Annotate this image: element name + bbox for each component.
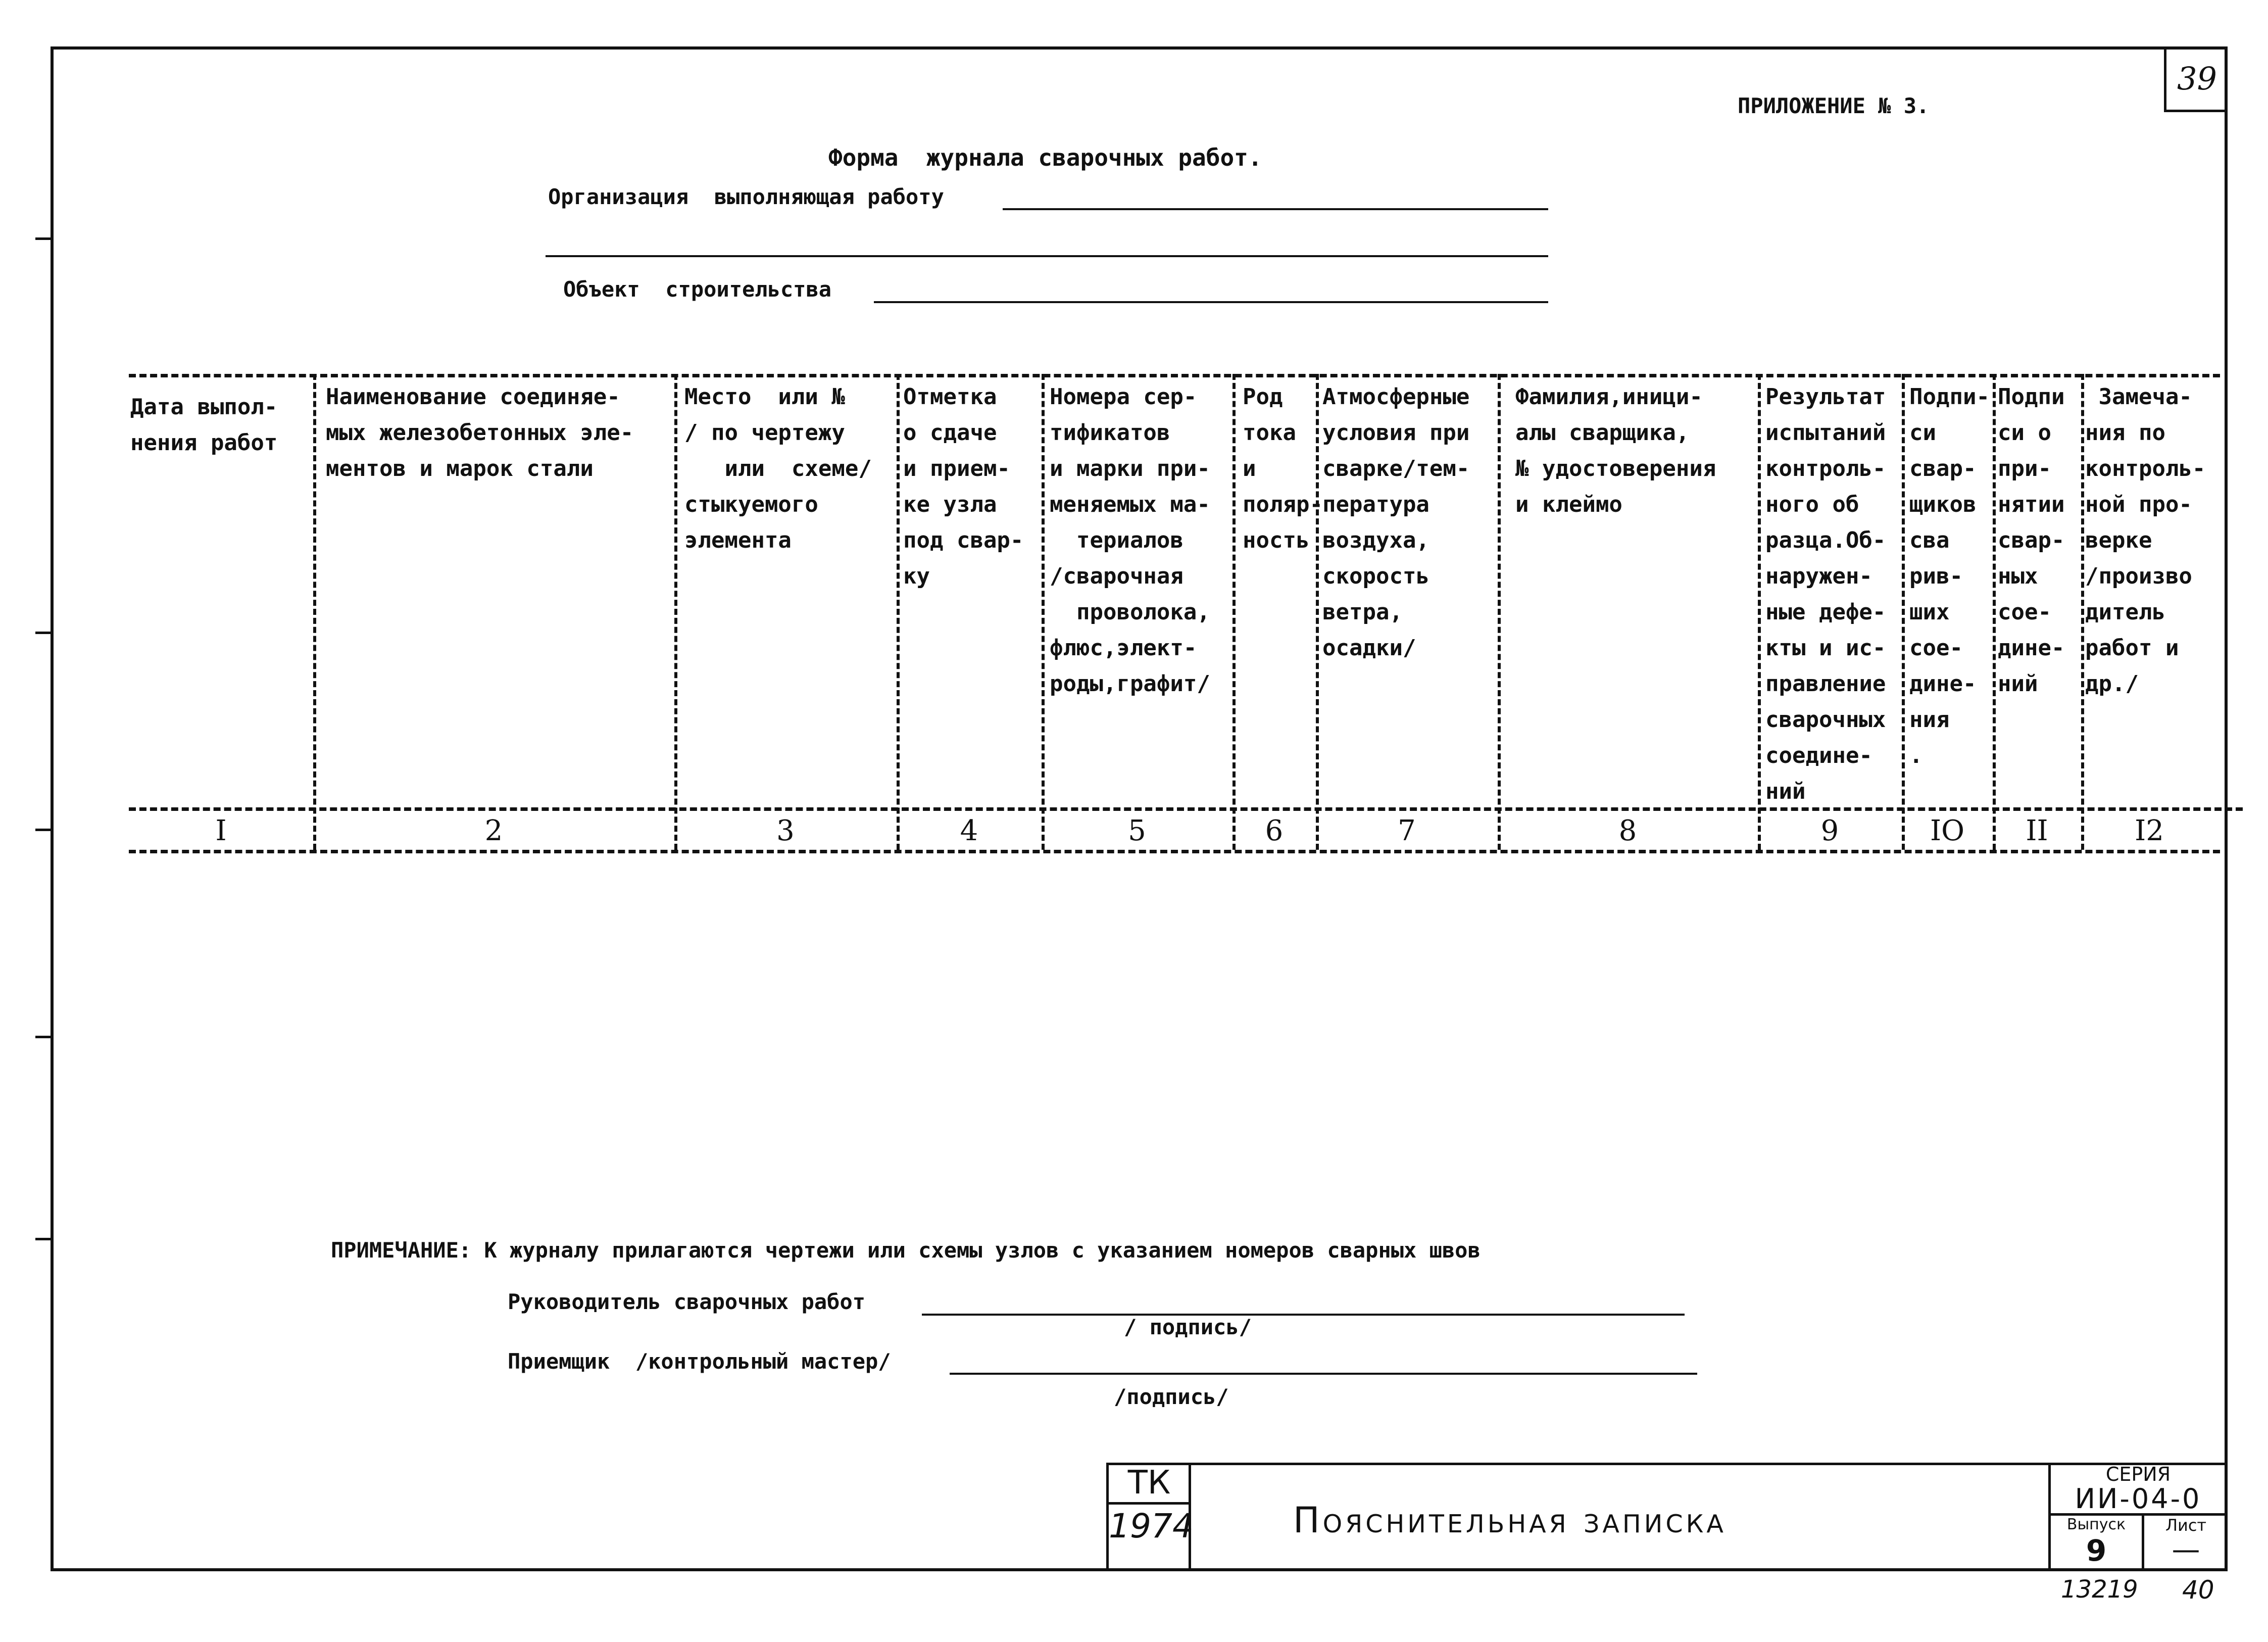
note-text: ПРИМЕЧАНИЕ: К журналу прилагаются чертежи или схемы узлов с указанием номеров сварных швов bbox=[331, 1238, 1481, 1263]
column-number: 6 bbox=[1265, 814, 1284, 847]
header-cell-2: Наименование соединяе- мых железобетонных эле- ментов и марок стали bbox=[326, 384, 634, 481]
column-divider bbox=[1042, 374, 1045, 850]
header-cell-9: Результат испытаний контроль- ного об разца.Об- наружен- ные дефе- кты и ис- правление сварочных соедине- ний bbox=[1765, 384, 1886, 804]
signature-caption: / подпись/ bbox=[1124, 1315, 1252, 1339]
issue-label: Выпуск bbox=[2066, 1516, 2126, 1533]
column-divider bbox=[897, 374, 900, 850]
footer-sheet: 40 bbox=[2182, 1575, 2214, 1605]
sheet-value: — bbox=[2172, 1533, 2200, 1566]
series-value: ИИ-04-0 bbox=[2075, 1483, 2202, 1515]
organization-line bbox=[1003, 208, 1548, 210]
issue-value: 9 bbox=[2086, 1533, 2107, 1568]
table-numbers-bottom-line bbox=[129, 850, 2220, 853]
object-line bbox=[874, 301, 1548, 303]
supervisor-label: Руководитель сварочных работ bbox=[508, 1289, 866, 1314]
sheet-label: Лист bbox=[2165, 1516, 2207, 1535]
footer-number: 13219 bbox=[2061, 1575, 2138, 1604]
year-label: 1974 bbox=[1109, 1507, 1194, 1546]
column-divider bbox=[1993, 374, 1996, 850]
column-number: 7 bbox=[1398, 814, 1416, 847]
column-number: I bbox=[215, 814, 227, 847]
header-cell-8: Фамилия,иници- алы сварщика, № удостоверения и клеймо bbox=[1515, 384, 1716, 517]
column-number: 5 bbox=[1128, 814, 1146, 847]
acceptor-label: Приемщик /контрольный мастер/ bbox=[508, 1349, 891, 1374]
appendix-label: ПРИЛОЖЕНИЕ № 3. bbox=[1738, 93, 1930, 118]
tk-label: ТК bbox=[1127, 1464, 1171, 1502]
column-divider bbox=[1902, 374, 1905, 850]
column-number: 2 bbox=[484, 814, 503, 847]
column-divider bbox=[1758, 374, 1761, 850]
form-title: Форма журнала сварочных работ. bbox=[828, 144, 1262, 171]
document-title: Пояснительная записка bbox=[1293, 1500, 1727, 1541]
header-cell-7: Атмосферные условия при сварке/тем- пература воздуха, скорость ветра, осадки/ bbox=[1322, 384, 1470, 661]
header-cell-5: Номера сер- тификатов и марки при- меняемых ма- териалов /сварочная проволока, флюс,элект- роды,графит/ bbox=[1050, 384, 1210, 697]
supervisor-signature-line bbox=[922, 1314, 1685, 1316]
object-label: Объект строительства bbox=[563, 277, 832, 302]
header-cell-11: Подпи си о при- нятии свар- ных сое- дине- ний bbox=[1998, 384, 2065, 697]
column-divider bbox=[2081, 374, 2084, 850]
header-cell-1: Дата выпол- нения работ bbox=[130, 394, 278, 456]
series-label: СЕРИЯ bbox=[2105, 1463, 2171, 1485]
organization-line-2 bbox=[546, 255, 1548, 257]
column-number: 8 bbox=[1618, 814, 1637, 847]
column-number: I2 bbox=[2135, 814, 2164, 847]
column-number: IO bbox=[1930, 814, 1965, 847]
column-divider bbox=[1498, 374, 1501, 850]
table-header-bottom-line bbox=[129, 807, 2243, 811]
header-cell-10: Подпи- си свар- щиков сва рив- ших сое- дине- ния . bbox=[1909, 384, 1990, 768]
acceptor-signature-line bbox=[950, 1373, 1697, 1375]
page-number: 39 bbox=[2164, 46, 2228, 112]
signature-caption: /подпись/ bbox=[1114, 1384, 1229, 1409]
column-divider bbox=[674, 374, 677, 850]
header-cell-6: Род тока и поляр- ность bbox=[1243, 384, 1323, 553]
title-block-divider bbox=[1106, 1502, 1189, 1505]
column-number: 9 bbox=[1820, 814, 1839, 847]
column-divider bbox=[1232, 374, 1236, 850]
header-cell-4: Отметка о сдаче и прием- ке узла под свар- ку bbox=[903, 384, 1024, 589]
table-top-line bbox=[129, 374, 2220, 377]
header-cell-3: Место или № / по чертежу или схеме/ стыкуемого элемента bbox=[684, 384, 872, 553]
organization-label: Организация выполняющая работу bbox=[548, 184, 944, 209]
column-number: 4 bbox=[960, 814, 978, 847]
column-divider bbox=[313, 374, 316, 850]
column-number: II bbox=[2026, 814, 2048, 847]
header-cell-12: Замеча- ния по контроль- ной про- верке /произво дитель работ и др./ bbox=[2085, 384, 2206, 697]
column-number: 3 bbox=[776, 814, 795, 847]
